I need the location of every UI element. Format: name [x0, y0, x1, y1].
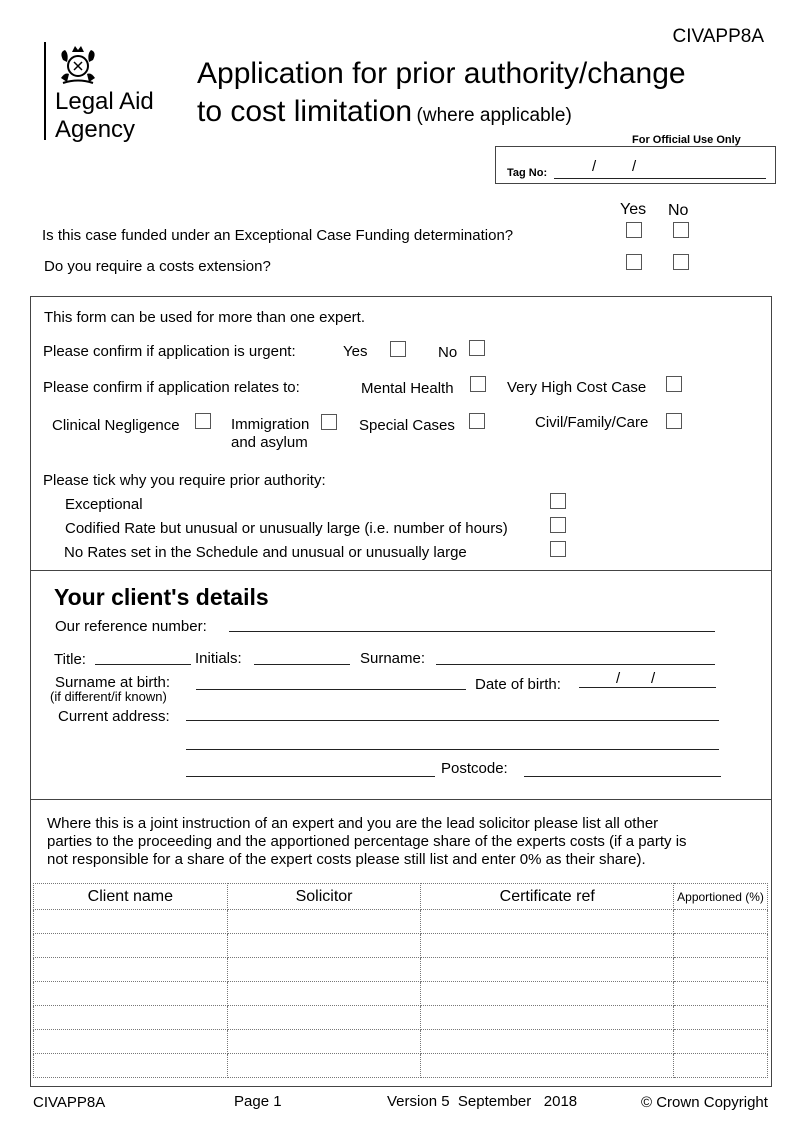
joint-instruction-text-1: Where this is a joint instruction of an expert and you are the lead solicitor please list all other	[47, 815, 659, 832]
ecf-question: Is this case funded under an Exceptional Case Funding determination?	[42, 227, 514, 244]
table-row	[34, 934, 768, 958]
apportioned-cell[interactable]	[674, 1054, 768, 1078]
apportioned-cell[interactable]	[674, 958, 768, 982]
tag-sep1: /	[592, 158, 597, 175]
solicitor-cell[interactable]	[227, 958, 421, 982]
reference-number-field[interactable]	[229, 631, 715, 632]
immigration-label-line2: and asylum	[231, 434, 308, 451]
section-divider-2	[30, 799, 772, 800]
reason-exceptional-checkbox[interactable]	[550, 493, 566, 509]
dob-sep2: /	[651, 670, 656, 687]
immigration-checkbox[interactable]	[321, 414, 337, 430]
tag-number-field[interactable]	[554, 178, 766, 179]
apportioned-cell[interactable]	[674, 934, 768, 958]
certificate-ref-cell[interactable]	[421, 1006, 674, 1030]
address-line2-field[interactable]	[186, 749, 719, 750]
clinical-negligence-checkbox[interactable]	[195, 413, 211, 429]
official-use-label: For Official Use Only	[632, 134, 741, 146]
title-field[interactable]	[95, 664, 191, 665]
tag-sep2: /	[632, 158, 637, 175]
parties-header-row	[34, 884, 768, 910]
reason-no-rates-checkbox[interactable]	[550, 541, 566, 557]
current-address-label: Current address:	[58, 708, 170, 725]
very-high-cost-label: Very High Cost Case	[507, 379, 647, 396]
parties-table	[33, 883, 768, 1078]
agency-logo	[44, 42, 184, 142]
solicitor-cell[interactable]	[227, 934, 421, 958]
footer-copyright: © Crown Copyright	[641, 1094, 768, 1111]
table-row	[34, 982, 768, 1006]
apportioned-cell[interactable]	[674, 1030, 768, 1054]
special-cases-label: Special Cases	[359, 417, 455, 434]
table-row	[34, 910, 768, 934]
table-row	[34, 958, 768, 982]
column-header-apportioned: Apportioned (%)	[674, 884, 768, 910]
logo-line1: Legal Aid	[55, 88, 154, 115]
table-row	[34, 1006, 768, 1030]
column-header-certificate-ref: Certificate ref	[421, 884, 674, 910]
joint-instruction-text-2: parties to the proceeding and the apportioned percentage share of the experts costs (if a party is	[47, 833, 687, 850]
logo-rule	[44, 42, 46, 140]
date-of-birth-field[interactable]	[579, 687, 716, 688]
yes-column-label: Yes	[620, 201, 647, 218]
ecf-yes-checkbox[interactable]	[626, 222, 642, 238]
immigration-label-line1: Immigration	[231, 416, 310, 433]
joint-instruction-text-3: not responsible for a share of the expert costs please still list and enter 0% as their share).	[47, 851, 646, 868]
official-use-box	[495, 146, 776, 184]
initials-field[interactable]	[254, 664, 350, 665]
client-name-cell[interactable]	[34, 910, 228, 934]
mental-health-label: Mental Health	[361, 380, 454, 397]
apportioned-cell[interactable]	[674, 1006, 768, 1030]
table-row	[34, 1054, 768, 1078]
apportioned-cell[interactable]	[674, 910, 768, 934]
civil-family-label: Civil/Family/Care	[535, 414, 649, 431]
page-title-main: to cost limitation	[197, 95, 413, 128]
relates-to-label: Please confirm if application relates to:	[43, 379, 300, 396]
column-header-client-name: Client name	[34, 884, 228, 910]
surname-label: Surname:	[360, 650, 426, 667]
page-title-line2	[197, 95, 572, 129]
dob-sep1: /	[616, 670, 621, 687]
section-divider-1	[30, 570, 772, 571]
ecf-no-checkbox[interactable]	[673, 222, 689, 238]
reference-number-label: Our reference number:	[55, 618, 207, 635]
surname-field[interactable]	[436, 664, 715, 665]
certificate-ref-cell[interactable]	[421, 910, 674, 934]
certificate-ref-cell[interactable]	[421, 958, 674, 982]
client-name-cell[interactable]	[34, 934, 228, 958]
reason-exceptional-label: Exceptional	[65, 496, 143, 513]
reason-no-rates-label: No Rates set in the Schedule and unusual or unusually large	[64, 544, 467, 561]
page-title-line1: Application for prior authority/change	[197, 57, 686, 90]
solicitor-cell[interactable]	[227, 982, 421, 1006]
footer-page-number: Page 1	[234, 1093, 282, 1110]
no-column-label: No	[668, 202, 689, 219]
client-details-heading: Your client's details	[54, 584, 269, 610]
client-name-cell[interactable]	[34, 1054, 228, 1078]
date-of-birth-label: Date of birth:	[475, 676, 561, 693]
certificate-ref-cell[interactable]	[421, 934, 674, 958]
special-cases-checkbox[interactable]	[469, 413, 485, 429]
logo-line2: Agency	[55, 116, 136, 143]
solicitor-cell[interactable]	[227, 1006, 421, 1030]
postcode-field[interactable]	[524, 776, 721, 777]
multiple-experts-note: This form can be used for more than one expert.	[44, 309, 365, 326]
solicitor-cell[interactable]	[227, 1054, 421, 1078]
urgent-label: Please confirm if application is urgent:	[43, 343, 296, 360]
initials-label: Initials:	[195, 650, 242, 667]
title-label: Title:	[54, 651, 86, 668]
civil-family-checkbox[interactable]	[666, 413, 682, 429]
urgent-yes-checkbox[interactable]	[390, 341, 406, 357]
address-line1-field[interactable]	[186, 720, 719, 721]
client-name-cell[interactable]	[34, 1030, 228, 1054]
surname-at-birth-label: Surname at birth:	[55, 674, 171, 691]
very-high-cost-checkbox[interactable]	[666, 376, 682, 392]
clinical-negligence-label: Clinical Negligence	[52, 417, 180, 434]
footer-form-code: CIVAPP8A	[33, 1094, 106, 1111]
why-prior-authority-label: Please tick why you require prior authority:	[43, 472, 326, 489]
certificate-ref-cell[interactable]	[421, 982, 674, 1006]
surname-at-birth-field[interactable]	[196, 689, 466, 690]
address-line3-field[interactable]	[186, 776, 435, 777]
table-row	[34, 1030, 768, 1054]
client-name-cell[interactable]	[34, 958, 228, 982]
page-title-suffix: (where applicable)	[416, 105, 572, 126]
column-header-solicitor: Solicitor	[227, 884, 421, 910]
postcode-label: Postcode:	[441, 760, 508, 777]
surname-at-birth-note: (if different/if known)	[50, 689, 167, 704]
certificate-ref-cell[interactable]	[421, 1054, 674, 1078]
reason-codified-label: Codified Rate but unusual or unusually large (i.e. number of hours)	[65, 520, 508, 537]
tag-label: Tag No:	[507, 167, 548, 179]
client-name-cell[interactable]	[34, 982, 228, 1006]
mental-health-checkbox[interactable]	[470, 376, 486, 392]
solicitor-cell[interactable]	[227, 910, 421, 934]
client-name-cell[interactable]	[34, 1006, 228, 1030]
urgent-yes-label: Yes	[343, 343, 368, 360]
footer-version: Version 5 September 2018	[387, 1093, 578, 1110]
solicitor-cell[interactable]	[227, 1030, 421, 1054]
costs-extension-no-checkbox[interactable]	[673, 254, 689, 270]
royal-crest-icon	[55, 42, 101, 86]
apportioned-cell[interactable]	[674, 982, 768, 1006]
form-code-top: CIVAPP8A	[672, 26, 764, 47]
urgent-no-label: No	[438, 344, 458, 361]
costs-extension-yes-checkbox[interactable]	[626, 254, 642, 270]
certificate-ref-cell[interactable]	[421, 1030, 674, 1054]
costs-extension-question: Do you require a costs extension?	[44, 258, 271, 275]
urgent-no-checkbox[interactable]	[469, 340, 485, 356]
reason-codified-checkbox[interactable]	[550, 517, 566, 533]
